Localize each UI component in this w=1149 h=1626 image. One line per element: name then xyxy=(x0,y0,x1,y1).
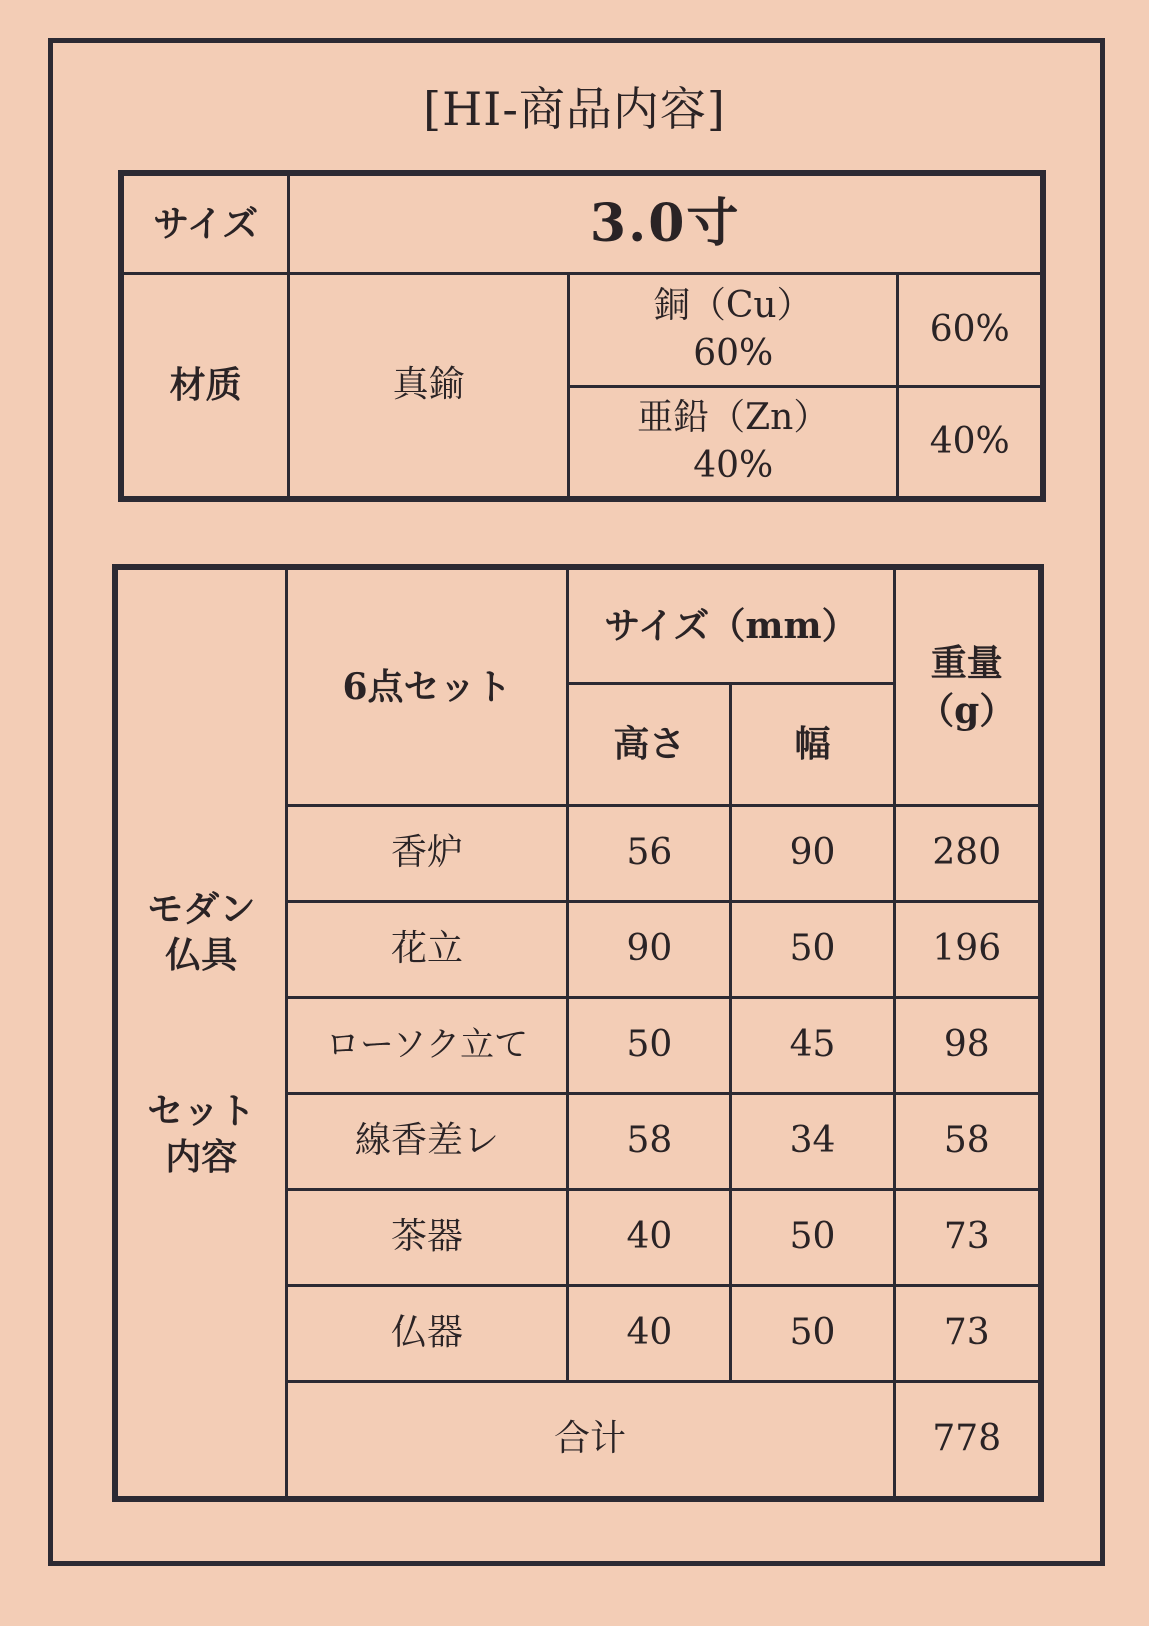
side-label-line: セット xyxy=(147,1090,256,1132)
item-weight: 196 xyxy=(894,901,1041,997)
item-width: 50 xyxy=(731,1285,894,1381)
item-width: 90 xyxy=(731,805,894,901)
weight-header xyxy=(894,567,1041,805)
item-weight: 73 xyxy=(894,1189,1041,1285)
item-weight: 98 xyxy=(894,997,1041,1093)
item-height: 40 xyxy=(568,1285,731,1381)
component-cell xyxy=(569,386,898,499)
item-name: ローソク立て xyxy=(286,997,568,1093)
item-weight: 58 xyxy=(894,1093,1041,1189)
component-pct-inline: 60% xyxy=(693,332,774,374)
component-pct: 40% xyxy=(898,386,1043,499)
item-height: 90 xyxy=(568,901,731,997)
item-height: 40 xyxy=(568,1189,731,1285)
component-pct: 60% xyxy=(898,273,1043,386)
side-label-line: 仏具 xyxy=(165,934,238,976)
set-side-label xyxy=(115,567,286,1499)
height-header: 高さ xyxy=(568,683,731,805)
item-width: 50 xyxy=(731,1189,894,1285)
item-name: 茶器 xyxy=(286,1189,568,1285)
weight-header-line: 重量 xyxy=(930,641,1003,684)
component-name: 銅（Cu） xyxy=(653,284,813,326)
total-label: 合计 xyxy=(286,1381,894,1499)
width-header: 幅 xyxy=(731,683,894,805)
item-name: 線香差レ xyxy=(286,1093,568,1189)
size-mm-header: サイズ（mm） xyxy=(568,567,894,683)
item-name: 香炉 xyxy=(286,805,568,901)
size-label: サイズ xyxy=(121,173,289,273)
material-name: 真鍮 xyxy=(289,273,569,499)
material-table xyxy=(118,170,1046,502)
item-height: 50 xyxy=(568,997,731,1093)
component-name: 亜鉛（Zn） xyxy=(637,396,830,438)
item-height: 58 xyxy=(568,1093,731,1189)
total-weight: 778 xyxy=(894,1381,1041,1499)
item-width: 34 xyxy=(731,1093,894,1189)
material-label: 材质 xyxy=(121,273,289,499)
set-name: 6点セット xyxy=(286,567,568,805)
page-title: [HI-商品内容] xyxy=(423,82,726,136)
item-weight: 280 xyxy=(894,805,1041,901)
item-name: 花立 xyxy=(286,901,568,997)
set-contents-table xyxy=(112,564,1044,1502)
component-pct-inline: 40% xyxy=(693,444,774,486)
item-width: 45 xyxy=(731,997,894,1093)
item-name: 仏器 xyxy=(286,1285,568,1381)
item-width: 50 xyxy=(731,901,894,997)
side-label-line: モダン xyxy=(147,888,256,930)
item-weight: 73 xyxy=(894,1285,1041,1381)
item-height: 56 xyxy=(568,805,731,901)
component-cell xyxy=(569,273,898,386)
size-value: 3.0寸 xyxy=(289,173,1043,273)
weight-header-line: （g） xyxy=(918,689,1016,732)
side-label-line: 内容 xyxy=(165,1136,238,1178)
